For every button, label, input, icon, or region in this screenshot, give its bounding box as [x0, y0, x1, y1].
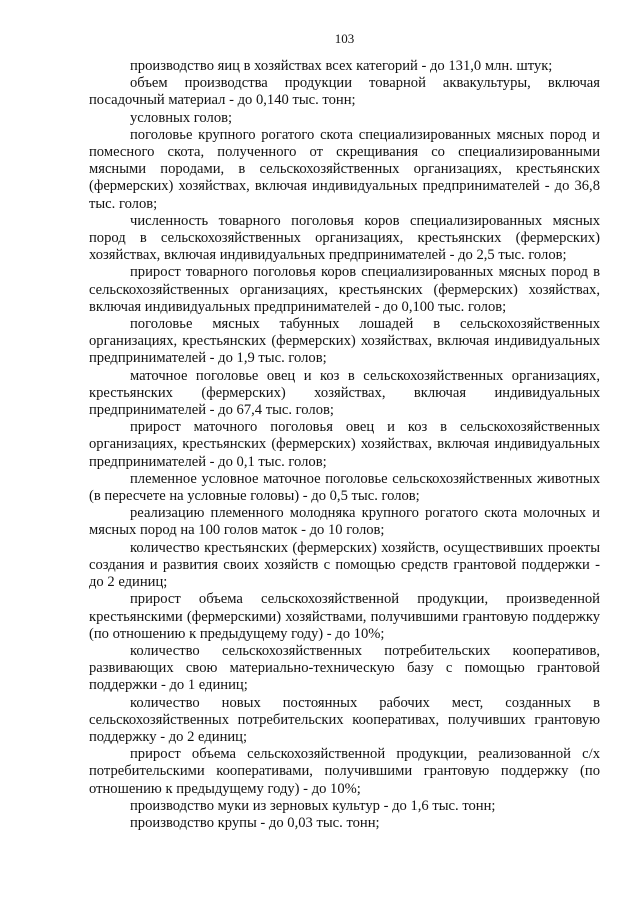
paragraph: производство крупы - до 0,03 тыс. тонн; — [130, 814, 380, 831]
paragraph: количество крестьянских (фермерских) хозяйств, осуществивших проекты создания и развития своих хозяйств с помощью средств грантовой поддержки - до 2 единиц; — [89, 539, 600, 591]
paragraph: племенное условное маточное поголовье сельскохозяйственных животных (в пересчете на условные головы) - до 0,5 тыс. голов; — [89, 470, 600, 505]
page-number: 103 — [334, 31, 355, 46]
paragraph: прирост объема сельскохозяйственной продукции, произведенной крестьянскими (фермерскими) хозяйствами, получившими грантовую поддержку (по отношению к предыдущему году) - до 10%; — [89, 591, 600, 642]
paragraph: количество новых постоянных рабочих мест, созданных в сельскохозяйственных потребительских кооперативах, получивших грантовую поддержку - до 2 единиц; — [89, 694, 600, 745]
paragraph: поголовье крупного рогатого скота специализированных мясных пород и помесного скота, полученного от скрещивания со специализированными мясными породами, в сельскохозяйственных организациях, крестьянских (фермерских) хозяйствах, включая индивидуальных предпринимателей - до 36,8 тыс. голов; — [89, 126, 600, 212]
paragraph: количество сельскохозяйственных потребительских кооперативов, развивающих свою материально-техническую базу с помощью грантовой поддержки - до 1 единиц; — [89, 642, 600, 694]
document-body — [89, 58, 600, 832]
paragraph: маточное поголовье овец и коз в сельскохозяйственных организациях, крестьянских (фермерских) хозяйствах, включая индивидуальных предпринимателей - до 67,4 тыс. голов; — [89, 367, 600, 419]
paragraph: численность товарного поголовья коров специализированных мясных пород в сельскохозяйственных организациях, крестьянских (фермерских) хозяйствах, включая индивидуальных предпринимателей - до 2,5 тыс. голов; — [89, 212, 600, 264]
paragraph: производство муки из зерновых культур - до 1,6 тыс. тонн; — [130, 797, 496, 814]
paragraph: поголовье мясных табунных лошадей в сельскохозяйственных организациях, крестьянских (фермерских) хозяйствах, включая индивидуальных предпринимателей - до 1,9 тыс. голов; — [89, 316, 600, 367]
paragraph: условных голов; — [130, 109, 233, 126]
paragraph: прирост товарного поголовья коров специализированных мясных пород в сельскохозяйственных организациях, крестьянских (фермерских) хозяйствах, включая индивидуальных предпринимателей - до 0,100 тыс. голов; — [89, 264, 600, 315]
paragraph: объем производства продукции товарной аквакультуры, включая посадочный материал - до 0,140 тыс. тонн; — [89, 75, 600, 109]
paragraph: прирост маточного поголовья овец и коз в сельскохозяйственных организациях, крестьянских (фермерских) хозяйствах, включая индивидуальных предпринимателей - до 0,1 тыс. голов; — [89, 419, 600, 470]
paragraph: прирост объема сельскохозяйственной продукции, реализованной с/х потребительскими кооперативами, получившими грантовую поддержку (по отношению к предыдущему году) - до 10%; — [89, 746, 600, 797]
paragraph: производство яиц в хозяйствах всех категорий - до 131,0 млн. штук; — [130, 58, 553, 74]
paragraph: реализацию племенного молодняка крупного рогатого скота молочных и мясных пород на 100 голов маток - до 10 голов; — [89, 505, 600, 539]
